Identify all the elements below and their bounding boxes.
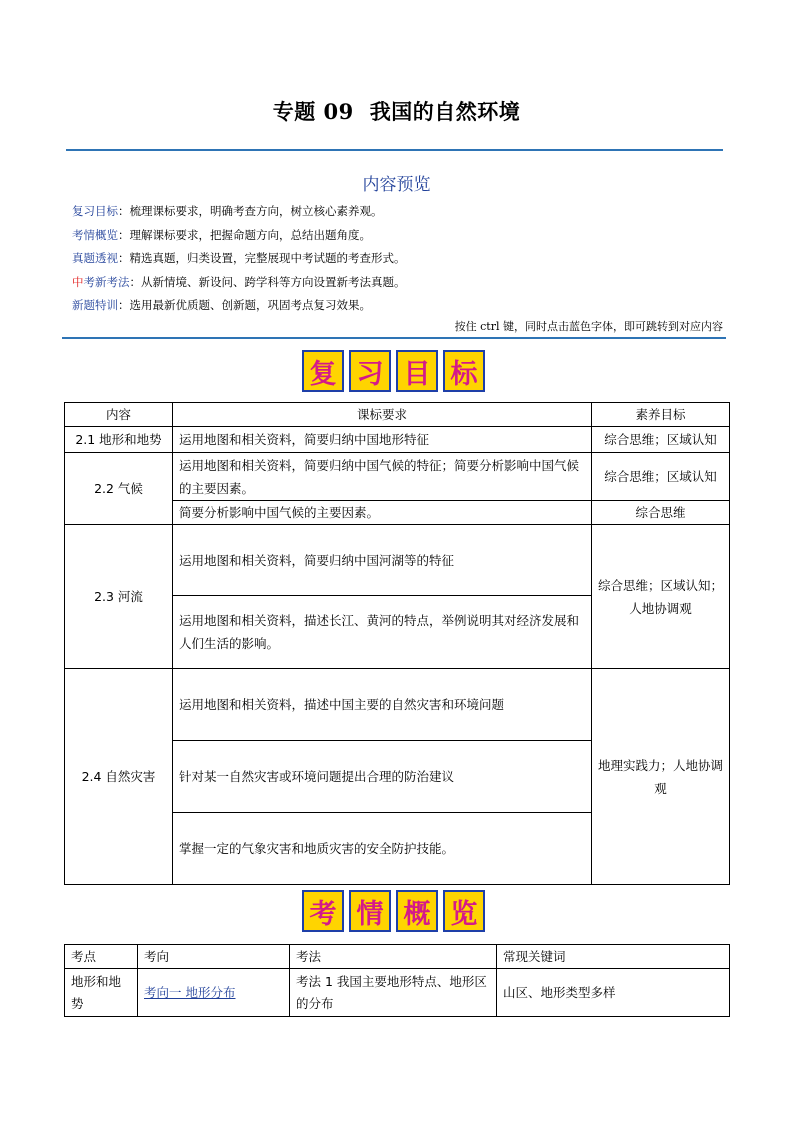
cell-requirement: 运用地图和相关资料，描述中国主要的自然灾害和环境问题	[173, 669, 592, 741]
cell-method: 考法 1 我国主要地形特点、地形区的分布	[290, 969, 497, 1017]
cell-goal: 综合思维；区域认知	[592, 453, 730, 501]
direction-link[interactable]: 考向一 地形分布	[144, 984, 236, 1000]
banner-char: 考	[302, 890, 344, 932]
cell-requirement: 掌握一定的气象灾害和地质灾害的安全防护技能。	[173, 813, 592, 885]
banner-char: 情	[349, 890, 391, 932]
cell-requirement: 运用地图和相关资料，简要归纳中国气候的特征；简要分析影响中国气候的主要因素。	[173, 453, 592, 501]
cell-goal: 综合思维；区域认知；人地协调观	[592, 525, 730, 669]
divider-top	[66, 149, 723, 151]
page-title	[0, 96, 793, 126]
cell-requirement: 运用地图和相关资料，描述长江、黄河的特点，举例说明其对经济发展和人们生活的影响。	[173, 596, 592, 669]
banner-char: 复	[302, 350, 344, 392]
banner-char: 概	[396, 890, 438, 932]
cell-content: 2.1 地形和地势	[65, 427, 173, 453]
preview-item-new-training[interactable]: 新题特训：选用最新优质题、创新题，巩固考点复习效果。	[72, 298, 371, 312]
curriculum-table	[64, 402, 730, 885]
cell-content: 2.4 自然灾害	[65, 669, 173, 885]
header-keywords: 常现关键词	[497, 945, 730, 969]
divider-bottom	[62, 337, 726, 339]
title-subject: 我国的自然环境	[369, 99, 521, 124]
preview-item-real-questions[interactable]: 真题透视：精选真题，归类设置，完整展现中考试题的考查形式。	[72, 251, 406, 265]
header-direction: 考向	[138, 945, 290, 969]
exam-overview-table	[64, 944, 730, 1017]
ctrl-click-note: 按住 ctrl 键，同时点击蓝色字体，即可跳转到对应内容	[454, 320, 723, 333]
cell-requirement: 针对某一自然灾害或环境问题提出合理的防治建议	[173, 741, 592, 813]
cell-requirement: 简要分析影响中国气候的主要因素。	[173, 501, 592, 525]
cell-keywords: 山区、地形类型多样	[497, 969, 730, 1017]
cell-requirement: 运用地图和相关资料，简要归纳中国河湖等的特征	[173, 525, 592, 596]
cell-goal: 地理实践力；人地协调观	[592, 669, 730, 885]
banner-char: 标	[443, 350, 485, 392]
cell-goal: 综合思维；区域认知	[592, 427, 730, 453]
review-goal-banner	[302, 350, 485, 392]
preview-item-review-goal[interactable]: 复习目标：梳理课标要求，明确考查方向，树立核心素养观。	[72, 204, 383, 218]
banner-char: 览	[443, 890, 485, 932]
banner-char: 习	[349, 350, 391, 392]
header-requirement: 课标要求	[173, 403, 592, 427]
preview-item-new-methods[interactable]: 中考新考法：从新情境、新设问、跨学科等方向设置新考法真题。	[72, 274, 406, 289]
cell-goal: 综合思维	[592, 501, 730, 525]
preview-item-exam-overview[interactable]: 考情概览：理解课标要求，把握命题方向，总结出题角度。	[72, 227, 371, 242]
exam-overview-banner	[302, 890, 485, 932]
cell-requirement: 运用地图和相关资料，简要归纳中国地形特征	[173, 427, 592, 453]
preview-list	[72, 200, 722, 318]
header-method: 考法	[290, 945, 497, 969]
cell-content: 2.2 气候	[65, 453, 173, 525]
banner-char: 目	[396, 350, 438, 392]
header-point: 考点	[65, 945, 138, 969]
header-content: 内容	[65, 403, 173, 427]
cell-direction	[138, 969, 290, 1017]
cell-point: 地形和地势	[65, 969, 138, 1017]
preview-title: 内容预览	[362, 175, 431, 195]
title-topic: 专题 09	[272, 99, 354, 124]
cell-content: 2.3 河流	[65, 525, 173, 669]
header-goal: 素养目标	[592, 403, 730, 427]
